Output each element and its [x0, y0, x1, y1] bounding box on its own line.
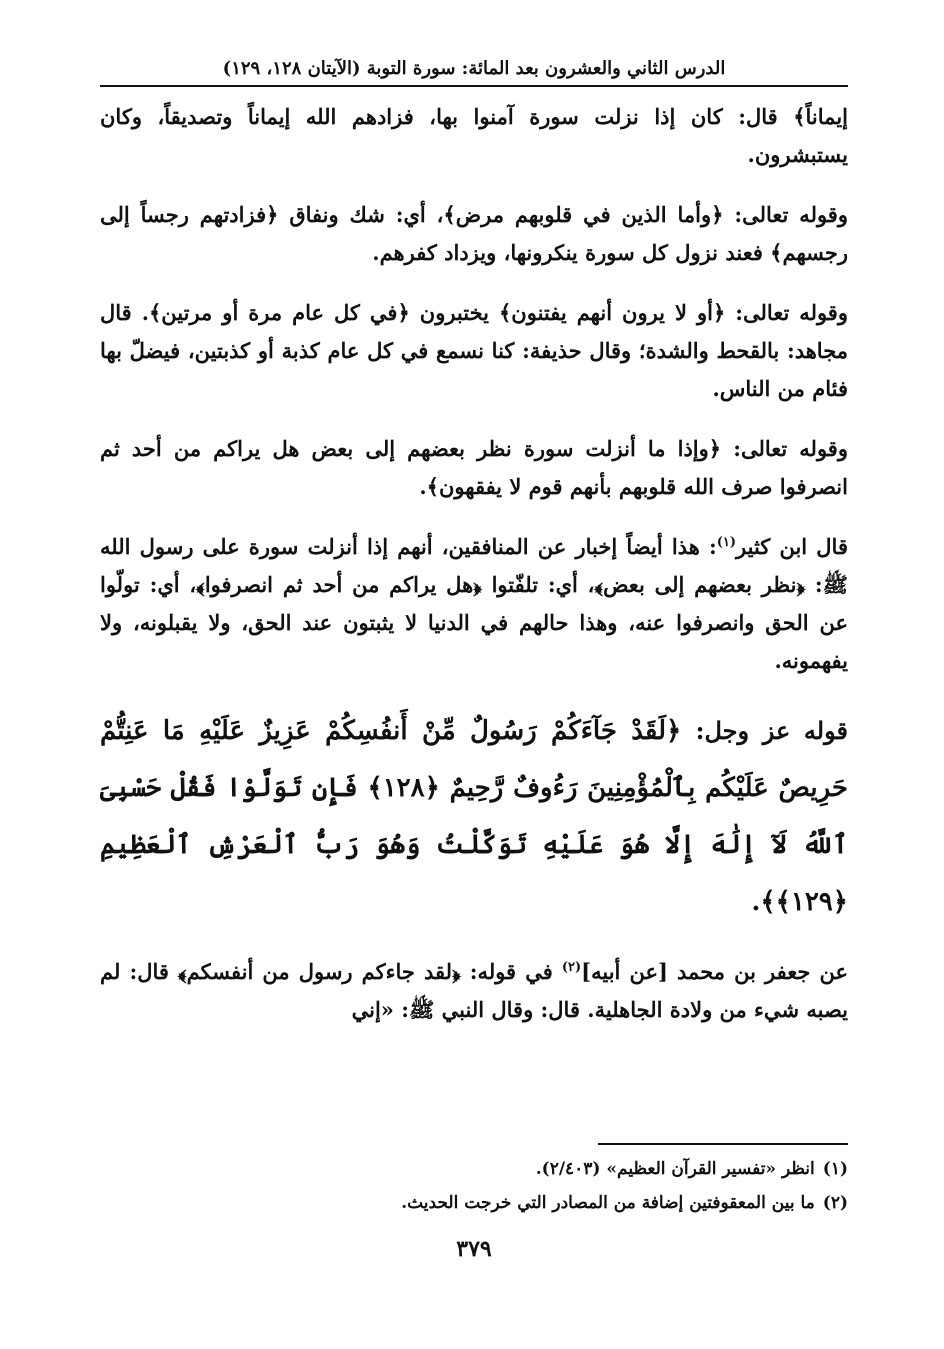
paragraph-3 [100, 294, 848, 408]
paragraph-text: ﴿وأما الذين في قلوبهم مرض﴾، أي: شك ونفاق ﴿فزادتهم رجساً إلى رجسهم﴾ فعند نزول كل سورة ينكرونها، ويزداد كفرهم. [100, 202, 848, 265]
paragraph-4 [100, 430, 848, 506]
paragraph-text: ﴿أو لا يرون أنهم يفتنون﴾ يختبرون ﴿في كل عام مرة أو مرتين﴾. قال مجاهد: بالقحط والشدة؛ وقال حذيفة: كنا نسمع في كل عام كذبة أو كذبتين، فيضلّ بها فئام من الناس. [100, 300, 848, 401]
paragraph-2 [100, 196, 848, 272]
footnotes [100, 1152, 848, 1220]
paragraph-text-before: عن جعفر بن محمد [عن أبيه] [581, 959, 848, 984]
footnote-1 [100, 1152, 848, 1186]
paragraph-text: : هذا أيضاً إخبار عن المنافقين، أنهم إذا أنزلت سورة على رسول الله ﷺ: ﴿نظر بعضهم إلى بعض﴾، أي: تلفّتوا ﴿هل يراكم من أحد ثم انصرفوا﴾، أي: تولّوا عن الحق وانصرفوا عنه، وهذا حالهم في الدنيا لا يثبتون عند الحق، ولا يقبلونه، ولا يفهمونه. [100, 534, 848, 673]
paragraph-text: إيماناً﴾ قال: كان إذا نزلت سورة آمنوا بها، فزادهم الله إيماناً وتصديقاً، وكان يستبشرون. [100, 104, 848, 167]
paragraph-lead: وقوله تعالى: [735, 300, 848, 325]
footnote-number: (١) [822, 1159, 848, 1179]
paragraph-lead: وقوله تعالى: [734, 202, 848, 227]
paragraph-text-after: في قوله: ﴿لقد جاءكم رسول من أنفسكم﴾ قال: لم يصبه شيء من ولادة الجاهلية. قال: وقال النبي ﷺ: «إني [100, 959, 848, 1022]
body-text [100, 98, 848, 1051]
page-number: ٣٧٩ [456, 1236, 492, 1262]
verse-text: ﴿لَقَدْ جَآءَكُمْ رَسُولٌ مِّنْ أَنفُسِكُمْ عَزِيزٌ عَلَيْهِ مَا عَنِتُّمْ حَرِيصٌ عَلَيْكُم بِٱلْمُؤْمِنِينَ رَءُوفٌ رَّحِيمٌ ﴿١٢٨﴾ فَإِن تَوَلَّوْا فَقُلْ حَسْبِىَ ٱللَّهُ لَآ إِلَٰهَ إِلَّا هُوَ عَلَيْهِ تَوَكَّلْتُ وَهُوَ رَبُّ ٱلْعَرْشِ ٱلْعَظِيمِ ﴿١٢٩﴾﴾. [100, 716, 848, 917]
quran-verse-block [100, 702, 848, 931]
header-divider [100, 85, 848, 87]
book-page [100, 40, 848, 1340]
paragraph-5 [100, 528, 848, 680]
paragraph-text: ﴿وإذا ما أنزلت سورة نظر بعضهم إلى بعض هل يراكم من أحد ثم انصرفوا صرف الله قلوبهم بأنهم قوم لا يفقهون﴾. [100, 436, 848, 499]
footnote-2 [100, 1186, 848, 1220]
paragraph-6 [100, 953, 848, 1029]
footnote-divider [598, 1143, 848, 1145]
footnote-text: انظر «تفسير القرآن العظيم» (٢/٤٠٣). [535, 1159, 815, 1179]
verse-lead: قوله عز وجل: [695, 716, 848, 745]
paragraph-lead: قال ابن كثير [736, 534, 848, 559]
footnote-text: ما بين المعقوفتين إضافة من المصادر التي خرجت الحديث. [401, 1193, 815, 1213]
running-header: الدرس الثاني والعشرون بعد المائة: سورة التوبة (الآيتان ١٢٨، ١٢٩) [222, 58, 726, 79]
paragraph-1 [100, 98, 848, 174]
footnote-marker-1: (١) [716, 535, 737, 550]
paragraph-lead: وقوله تعالى: [733, 436, 848, 461]
footnote-marker-2: (٢) [561, 960, 582, 975]
footnote-number: (٢) [822, 1193, 848, 1213]
